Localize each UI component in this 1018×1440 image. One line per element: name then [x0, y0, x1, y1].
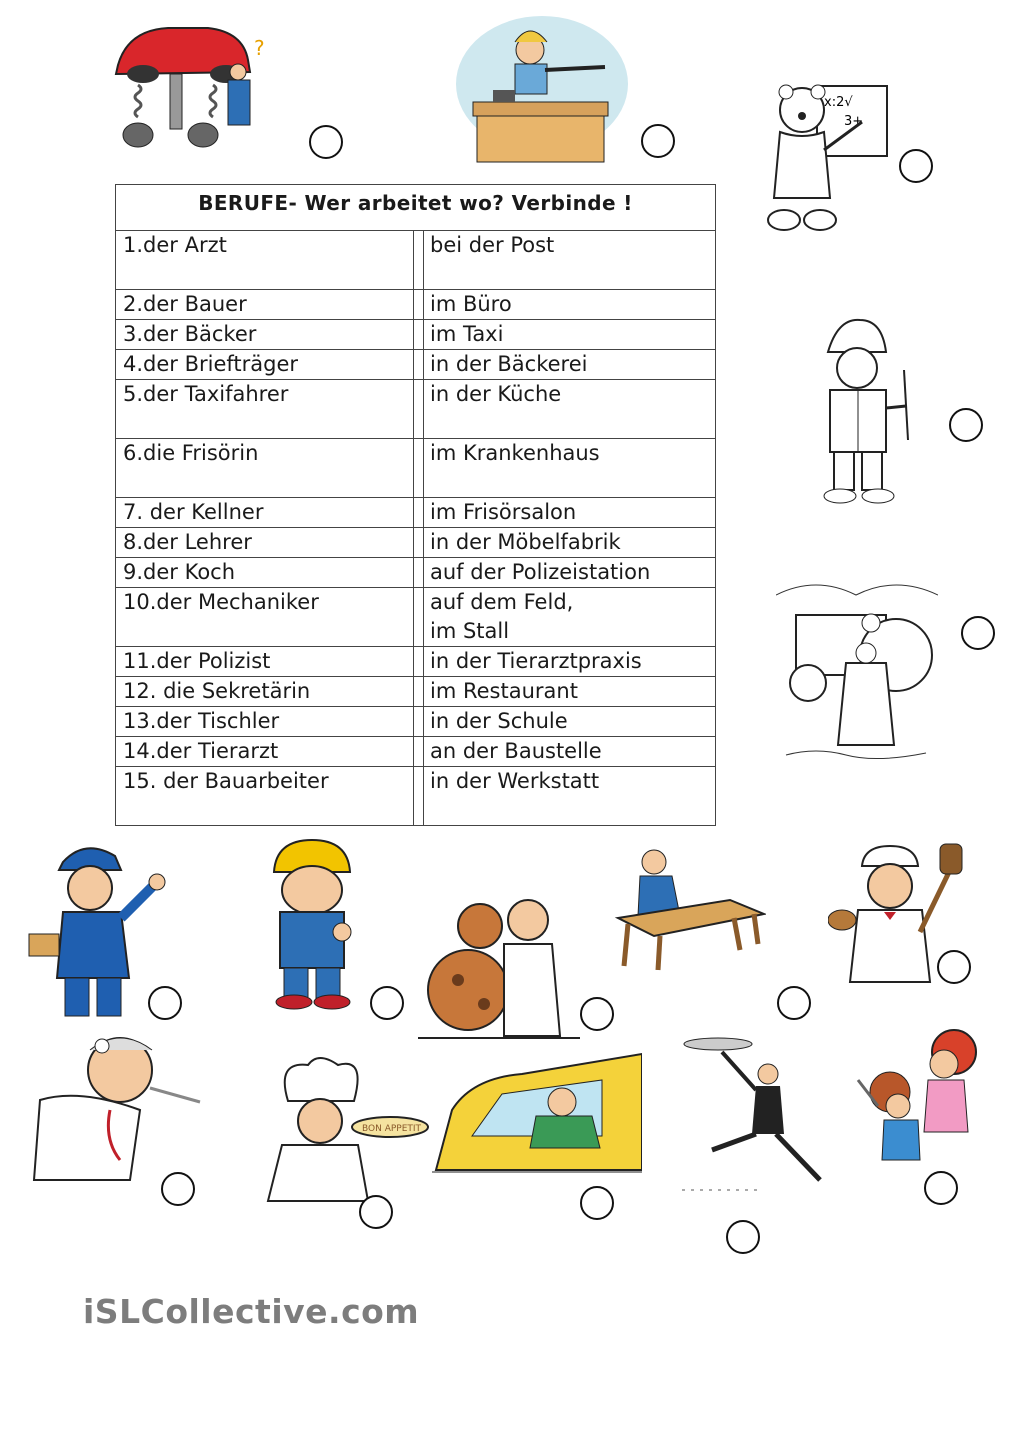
job-cell: 13.der Tischler	[116, 707, 414, 736]
place-cell: im Büro	[430, 292, 512, 316]
farmer-tractor-picture	[776, 555, 938, 777]
answer-circle[interactable]	[777, 986, 811, 1020]
place-cell: bei der Post	[430, 233, 555, 257]
answer-circle[interactable]	[580, 1186, 614, 1220]
carpenter-picture	[614, 842, 766, 972]
job-cell: 7. der Kellner	[116, 498, 414, 527]
place-cell: in der Werkstatt	[430, 769, 600, 793]
job-cell: 10.der Mechaniker	[116, 588, 414, 646]
answer-circle[interactable]	[949, 408, 983, 442]
place-cell: auf der Polizeistation	[430, 560, 651, 584]
taxi-driver-picture	[432, 1050, 642, 1175]
answer-circle[interactable]	[161, 1172, 195, 1206]
board-text-2: 3+	[844, 114, 864, 129]
answer-circle[interactable]	[309, 125, 343, 159]
job-cell: 14.der Tierarzt	[116, 737, 414, 766]
answer-circle[interactable]	[148, 986, 182, 1020]
answer-circle[interactable]	[937, 950, 971, 984]
job-cell: 8.der Lehrer	[116, 528, 414, 557]
worksheet-title: BERUFE- Wer arbeitet wo? Verbinde !	[116, 185, 715, 231]
chef-picture	[258, 1055, 430, 1203]
place-cell: in der Küche	[430, 382, 562, 406]
job-cell: 1.der Arzt	[116, 231, 414, 289]
job-cell: 5.der Taxifahrer	[116, 380, 414, 438]
policeman-picture	[800, 318, 918, 508]
job-cell: 15. der Bauarbeiter	[116, 767, 414, 825]
matching-table	[115, 184, 716, 826]
job-cell: 11.der Polizist	[116, 647, 414, 676]
place-cell: im Taxi	[430, 322, 504, 346]
job-cell: 2.der Bauer	[116, 290, 414, 319]
vet-dog-picture	[418, 880, 580, 1042]
answer-circle[interactable]	[641, 124, 675, 158]
answer-circle[interactable]	[359, 1195, 393, 1229]
place-cell: an der Baustelle	[430, 739, 602, 763]
doctor-picture	[30, 1030, 210, 1185]
answer-circle[interactable]	[370, 986, 404, 1020]
job-cell: 6.die Frisörin	[116, 439, 414, 497]
place-cell: in der Schule	[430, 709, 568, 733]
svg-text:?: ?	[254, 36, 265, 60]
place-cell: in der Möbelfabrik	[430, 530, 621, 554]
teacher-bear-picture	[762, 80, 890, 235]
construction-worker-picture	[262, 838, 362, 1010]
place-cell: im Krankenhaus	[430, 441, 600, 465]
brand-watermark: iSLCollective.com	[83, 1292, 420, 1331]
answer-circle[interactable]	[726, 1220, 760, 1254]
job-cell: 4.der Briefträger	[116, 350, 414, 379]
board-text: x:2√	[824, 95, 853, 110]
place-cell: in der Tierarztpraxis	[430, 649, 642, 673]
job-cell: 9.der Koch	[116, 558, 414, 587]
answer-circle[interactable]	[899, 149, 933, 183]
job-cell: 12. die Sekretärin	[116, 677, 414, 706]
waiter-picture	[672, 1030, 832, 1200]
place-cell: im Frisörsalon	[430, 500, 577, 524]
place-cell: in der Bäckerei	[430, 352, 588, 376]
plate-text: BON APPETIT	[362, 1124, 422, 1134]
secretary-picture	[455, 12, 630, 164]
place-cell: auf dem Feld, im Stall	[430, 590, 574, 643]
place-cell: im Restaurant	[430, 679, 578, 703]
mechanic-car-picture	[108, 10, 268, 155]
answer-circle[interactable]	[961, 616, 995, 650]
answer-circle[interactable]	[924, 1171, 958, 1205]
job-cell: 3.der Bäcker	[116, 320, 414, 349]
answer-circle[interactable]	[580, 997, 614, 1031]
hairdresser-picture	[848, 1020, 998, 1165]
